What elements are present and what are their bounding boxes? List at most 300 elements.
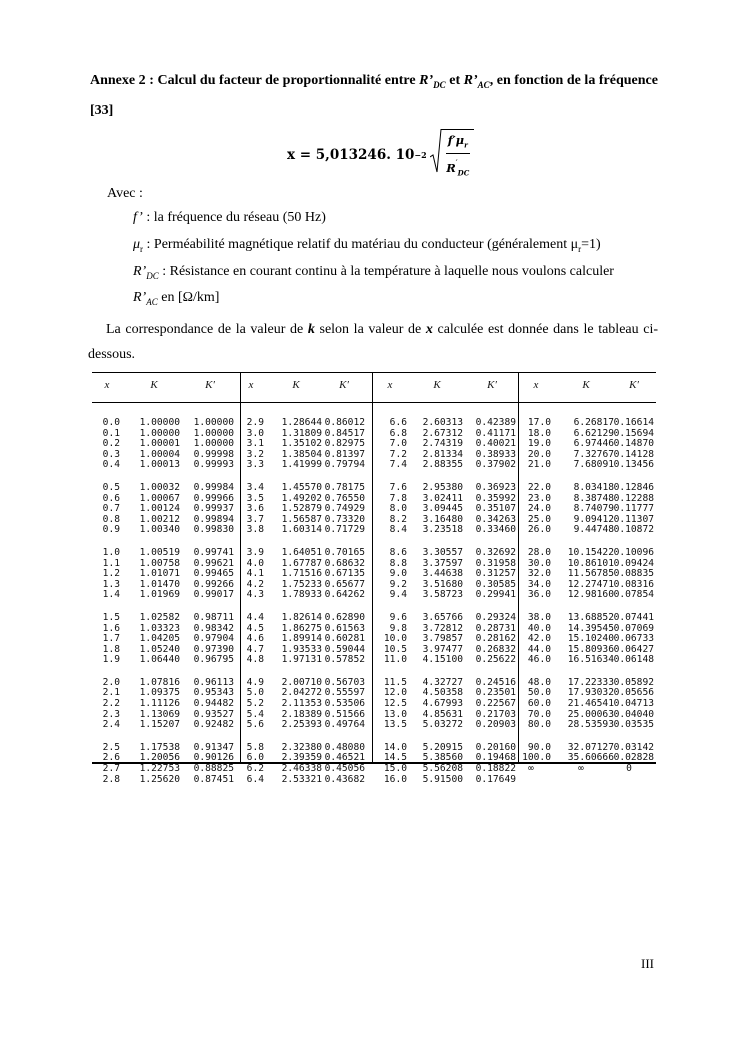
table-cell: 9.2 (389, 578, 407, 590)
table-row-group (604, 743, 654, 785)
table-cell: 8.38748 (573, 492, 614, 504)
table-cell: 0.37902 (475, 459, 516, 471)
table-row-group (604, 613, 654, 666)
table-cell: 0.64262 (324, 589, 365, 601)
para-part2: selon la valeur de (314, 322, 426, 337)
table-row-group (176, 613, 234, 666)
table-row-group (458, 418, 516, 471)
table-cell: 3.37597 (422, 557, 463, 569)
table-cell: 0.12288 (613, 492, 654, 504)
table-row-group (176, 678, 234, 731)
table-cell: 35.60666 (567, 752, 614, 764)
table-cell: 0.86012 (324, 417, 365, 428)
table-cell: 4.9 (246, 676, 264, 688)
table-cell: 12.5 (383, 698, 407, 710)
table-row-group (401, 483, 463, 536)
table-cell: 2.74319 (422, 438, 463, 450)
table-cell: 0.34263 (475, 513, 516, 525)
table-row-group (604, 678, 654, 731)
table-cell: 3.9 (246, 546, 264, 558)
table-cell: 38.0 (527, 611, 551, 623)
table-cell: 1.00124 (139, 503, 180, 515)
table-cell: 0.88825 (193, 763, 234, 775)
table-cell: 15.0 (383, 763, 407, 775)
table-cell: 0.26832 (475, 643, 516, 655)
table-cell: 17.22333 (567, 676, 614, 688)
table-cell: 1.15207 (139, 719, 180, 731)
table-cell: 1.05240 (139, 643, 180, 655)
table-cell: 14.5 (383, 752, 407, 764)
table-cell: 1.13069 (139, 708, 180, 720)
table-row-group (84, 483, 120, 536)
table-cell: 0.97390 (193, 643, 234, 655)
table-cell: 0.05656 (613, 687, 654, 699)
table-cell: 2.25393 (281, 719, 322, 731)
table-cell: 12.98160 (567, 589, 614, 601)
table-cell: 6.62129 (573, 427, 614, 439)
table-cell: 9.8 (389, 622, 407, 634)
table-cell: 1.22753 (139, 763, 180, 775)
table-cell: 0.90126 (193, 752, 234, 764)
table-cell: 2.32380 (281, 741, 322, 753)
table-cell: 0.71729 (324, 524, 365, 536)
table-row-group (313, 678, 365, 731)
table-cell: ∞ (528, 763, 534, 775)
table-cell: 11.0 (383, 654, 407, 666)
table-cell: 1.01071 (139, 568, 180, 580)
table-row-group (458, 548, 516, 601)
table-row-group (228, 483, 264, 536)
square-root (430, 129, 474, 182)
table-cell: 40.0 (527, 622, 551, 634)
table-cell: 0.31958 (475, 557, 516, 569)
table-cell: 1.38504 (281, 448, 322, 460)
table-row-group (84, 548, 120, 601)
table-cell: 0.70165 (324, 546, 365, 558)
table-cell: 0.99993 (193, 459, 234, 471)
table-cell: 26.0 (527, 524, 551, 536)
table-cell: 1.9 (102, 654, 120, 666)
table-cell: 12.0 (383, 687, 407, 699)
table-cell: 0.10872 (613, 524, 654, 536)
table-cell: 1.64051 (281, 546, 322, 558)
table-cell: 0.49764 (324, 719, 365, 731)
table-cell: 0.95343 (193, 687, 234, 699)
table-row-group (176, 418, 234, 471)
para-part1: La correspondance de la valeur de (106, 322, 308, 337)
table-cell: 1.00758 (139, 557, 180, 569)
table-row-group (401, 548, 463, 601)
table-cell: 2.67312 (422, 427, 463, 439)
table-cell: 2.18389 (281, 708, 322, 720)
table-cell: 6.0 (246, 752, 264, 764)
table-cell: 1.01969 (139, 589, 180, 601)
table-row-group (228, 613, 264, 666)
table-cell: 1.7 (102, 633, 120, 645)
table-row-group (511, 483, 551, 536)
table-cell: 13.5 (383, 719, 407, 731)
table-cell: 6.4 (246, 773, 264, 785)
table-cell: 14.0 (383, 741, 407, 753)
table-cell: 5.6 (246, 719, 264, 731)
table-cell: 0.24516 (475, 676, 516, 688)
table-cell: 0.16614 (613, 417, 654, 428)
def-rdc (133, 263, 614, 285)
table-cell: 0.43682 (324, 773, 365, 785)
table-cell: 11.5 (383, 676, 407, 688)
annex-heading (90, 68, 658, 123)
table-cell: 10.5 (383, 643, 407, 655)
table-cell: 9.6 (389, 611, 407, 623)
table-cell: 0.18822 (475, 763, 516, 775)
table-cell: 0.08835 (613, 568, 654, 580)
table-cell: 1.78933 (281, 589, 322, 601)
def-mu-symbol: μ (133, 237, 141, 252)
table-cell: 0.30585 (475, 578, 516, 590)
table-cell: 2.4 (102, 719, 120, 731)
table-cell: 7.6 (389, 481, 407, 493)
table-cell: 0.42389 (475, 417, 516, 428)
table-row-group (401, 678, 463, 731)
para-k: k (307, 322, 315, 337)
table-cell: 1.00067 (139, 492, 180, 504)
table-cell: 0.67135 (324, 568, 365, 580)
table-cell: 3.8 (246, 524, 264, 536)
table-cell: 15.10240 (567, 633, 614, 645)
table-cell: 48.0 (527, 676, 551, 688)
table-cell: 0.41171 (475, 427, 516, 439)
para-part3: calculée est donnée dans le tableau ci-dessous. (88, 322, 659, 362)
table-cell: 36.0 (527, 589, 551, 601)
table-cell: 2.95380 (422, 481, 463, 493)
table-cell: 0.25622 (475, 654, 516, 666)
table-cell: 1.60314 (281, 524, 322, 536)
def-rac (133, 289, 219, 311)
table-row-group (118, 613, 180, 666)
table-cell: 0.46521 (324, 752, 365, 764)
heading-and: et (445, 73, 464, 88)
table-cell: 1.04205 (139, 633, 180, 645)
table-cell: 0.65677 (324, 578, 365, 590)
table-row-group (401, 418, 463, 471)
table-cell: 1.67787 (281, 557, 322, 569)
table-row-group (511, 548, 551, 601)
table-cell: 3.7 (246, 513, 264, 525)
table-column (313, 418, 365, 797)
table-cell: 0.3 (102, 448, 120, 460)
table-cell: 1.00001 (139, 438, 180, 450)
table-cell: 1.31809 (281, 427, 322, 439)
table-cell: 4.67993 (422, 698, 463, 710)
table-cell: 80.0 (527, 719, 551, 731)
table-cell: 7.0 (389, 438, 407, 450)
table-row-group (458, 743, 516, 785)
table-row-group (604, 418, 654, 471)
table-cell: 0.38933 (475, 448, 516, 460)
table-row-group (118, 548, 180, 601)
table-cell: 19.0 (527, 438, 551, 450)
def-rac-symbol: R’ (133, 290, 147, 305)
table-cell: 1.00004 (139, 448, 180, 460)
table-header-cell: K (292, 379, 300, 391)
table-cell: 21.46541 (567, 698, 614, 710)
table-cell: 9.09412 (573, 513, 614, 525)
table-cell: 0.09424 (613, 557, 654, 569)
table-cell: 7.4 (389, 459, 407, 471)
table-cell: 44.0 (527, 643, 551, 655)
table-cell: 1.09375 (139, 687, 180, 699)
table-cell: 0.82975 (324, 438, 365, 450)
table-cell: 1.3 (102, 578, 120, 590)
table-cell: 8.74079 (573, 503, 614, 515)
table-cell: 0.99741 (193, 546, 234, 558)
table-cell: 0.96795 (193, 654, 234, 666)
table-row-group (458, 678, 516, 731)
table-cell: 0.03142 (613, 741, 654, 753)
table-cell: 3.2 (246, 448, 264, 460)
table-header-cell: K′ (205, 379, 215, 391)
table-cell: 0.94482 (193, 698, 234, 710)
table-cell: 1.25620 (139, 773, 180, 785)
table-column (511, 418, 551, 797)
table-column (458, 418, 516, 797)
table-cell: 4.7 (246, 643, 264, 655)
table-cell: 18.0 (527, 427, 551, 439)
table-cell: 7.8 (389, 492, 407, 504)
def-mu-text-end: =1) (581, 237, 601, 252)
table-cell: 3.79857 (422, 633, 463, 645)
table-row-group (228, 743, 264, 785)
table-cell: 5.38560 (422, 752, 463, 764)
table-cell: 2.7 (102, 763, 120, 775)
table-cell: 0.99465 (193, 568, 234, 580)
table-cell: 1.00519 (139, 546, 180, 558)
table-cell: 0.79794 (324, 459, 365, 471)
table-cell: 6.26817 (573, 417, 614, 428)
table-cell: 3.0 (246, 427, 264, 439)
table-cell: 4.85631 (422, 708, 463, 720)
table-cell: 6.2 (246, 763, 264, 775)
table-cell: 0.78175 (324, 481, 365, 493)
table-cell: 4.4 (246, 611, 264, 623)
table-row-group (118, 418, 180, 471)
table-cell: 3.09445 (422, 503, 463, 515)
table-cell: 0.07441 (613, 611, 654, 623)
def-frequency (133, 209, 326, 227)
table-cell: 3.30557 (422, 546, 463, 558)
k-factor-table (92, 372, 656, 785)
table-cell: 7.68091 (573, 459, 614, 471)
table-cell: 0.29941 (475, 589, 516, 601)
table-row-group (118, 678, 180, 731)
table-cell: 2.00710 (281, 676, 322, 688)
table-cell: 0.93527 (193, 708, 234, 720)
table-header-rule (92, 402, 656, 403)
table-header-cell: K′ (487, 379, 497, 391)
table-cell: 0.97904 (193, 633, 234, 645)
table-cell: 30.0 (527, 557, 551, 569)
table-cell: 9.4 (389, 589, 407, 601)
table-cell: 1.03323 (139, 622, 180, 634)
table-cell: 28.53593 (567, 719, 614, 731)
table-column (401, 418, 463, 797)
table-cell: 0.57852 (324, 654, 365, 666)
table-cell: 0.5 (102, 481, 120, 493)
heading-rdc: R’ (419, 73, 434, 88)
table-cell: 6.97446 (573, 438, 614, 450)
table-cell: 0.4 (102, 459, 120, 471)
def-rac-sub: AC (146, 296, 158, 307)
table-cell: 5.2 (246, 698, 264, 710)
table-cell: 0.10096 (613, 546, 654, 558)
table-cell: 0.74929 (324, 503, 365, 515)
table-cell: 5.20915 (422, 741, 463, 753)
table-row-group (401, 743, 463, 785)
radical-sign-icon (430, 129, 442, 173)
table-cell: 2.1 (102, 687, 120, 699)
table-cell: 0.81397 (324, 448, 365, 460)
table-cell: 0.96113 (193, 676, 234, 688)
table-cell: 0.0 (102, 417, 120, 428)
table-cell: 0.02828 (613, 752, 654, 764)
table-cell: 1.00000 (139, 427, 180, 439)
table-header-cell: K (582, 379, 590, 391)
table-cell: 0.07069 (613, 622, 654, 634)
table-cell: 13.68852 (567, 611, 614, 623)
table-cell: 7.2 (389, 448, 407, 460)
table-cell: 2.5 (102, 741, 120, 753)
table-row-group (511, 678, 551, 731)
def-rdc-symbol: R’ (133, 264, 147, 279)
table-row-group (176, 483, 234, 536)
table-cell: 1.01470 (139, 578, 180, 590)
table-cell: 2.04272 (281, 687, 322, 699)
table-cell: 0.28162 (475, 633, 516, 645)
table-cell: 0.56703 (324, 676, 365, 688)
table-cell: 2.81334 (422, 448, 463, 460)
table-cell: 6.6 (389, 417, 407, 428)
table-cell: 1.00000 (139, 417, 180, 428)
table-cell: 0.22567 (475, 698, 516, 710)
radicand (442, 129, 474, 182)
table-row-group (313, 483, 365, 536)
table-cell: 15.80936 (567, 643, 614, 655)
table-row-group (313, 743, 365, 785)
table-cell: 0.99894 (193, 513, 234, 525)
table-cell: 6.8 (389, 427, 407, 439)
table-cell: 3.51680 (422, 578, 463, 590)
def-rdc-text: : Résistance en courant continu à la température à laquelle nous voulons calculer (158, 264, 614, 279)
table-cell: 0.04713 (613, 698, 654, 710)
table-cell: 1.75233 (281, 578, 322, 590)
table-cell: 0.68632 (324, 557, 365, 569)
table-row-group (176, 548, 234, 601)
table-header-cell: x (104, 379, 110, 391)
table-cell: 0.9 (102, 524, 120, 536)
table-cell: 1.00000 (193, 438, 234, 450)
table-cell: 1.71516 (281, 568, 322, 580)
table-cell: 1.41999 (281, 459, 322, 471)
table-cell: 0.61563 (324, 622, 365, 634)
table-cell: 4.5 (246, 622, 264, 634)
table-cell: 0.36923 (475, 481, 516, 493)
table-cell: 0.07854 (613, 589, 654, 601)
table-cell: 1.20056 (139, 752, 180, 764)
table-cell: 1.82614 (281, 611, 322, 623)
table-column (118, 418, 180, 797)
avec-label: Avec : (107, 186, 143, 201)
table-cell: 0.99966 (193, 492, 234, 504)
table-cell: 10.0 (383, 633, 407, 645)
table-cell: 2.60313 (422, 417, 463, 428)
table-cell: 1.4 (102, 589, 120, 601)
heading-rac-sub: AC (477, 79, 490, 90)
table-cell: 0.31257 (475, 568, 516, 580)
table-cell: 0.40021 (475, 438, 516, 450)
table-cell: 0.76550 (324, 492, 365, 504)
table-cell: 0.1 (102, 427, 120, 439)
def-mu-text: : Perméabilité magnétique relatif du matériau du conducteur (généralement μ (143, 237, 579, 252)
table-cell: 1.06440 (139, 654, 180, 666)
table-cell: 1.97131 (281, 654, 322, 666)
table-cell: 0.15694 (613, 427, 654, 439)
denominator-text: R (446, 161, 456, 175)
table-header-cell: x (387, 379, 393, 391)
table-cell: 0.23501 (475, 687, 516, 699)
table-cell: 1.00212 (139, 513, 180, 525)
table-cell: 3.23518 (422, 524, 463, 536)
table-row-group (313, 418, 365, 471)
table-cell: 0.99830 (193, 524, 234, 536)
table-cell: 90.0 (527, 741, 551, 753)
formula-numerator (446, 132, 470, 154)
table-cell: 11.56785 (567, 568, 614, 580)
table-cell: 0.2 (102, 438, 120, 450)
table-cell: 1.00000 (193, 417, 234, 428)
table-cell: 10.15422 (567, 546, 614, 558)
table-cell: 8.6 (389, 546, 407, 558)
table-cell: 0.55597 (324, 687, 365, 699)
table-cell: ∞ (578, 763, 584, 775)
table-cell: 8.8 (389, 557, 407, 569)
table-cell: 14.39545 (567, 622, 614, 634)
formula-exponent: −2 (414, 150, 427, 160)
table-row-group (313, 548, 365, 601)
table-cell: 0.99266 (193, 578, 234, 590)
table-cell: 0.99984 (193, 481, 234, 493)
heading-rac: R’ (463, 73, 478, 88)
table-cell: 1.11126 (139, 698, 180, 710)
table-cell: 23.0 (527, 492, 551, 504)
table-cell: 0.35107 (475, 503, 516, 515)
table-header-cell: x (248, 379, 254, 391)
table-cell: 3.5 (246, 492, 264, 504)
table-row-group (604, 483, 654, 536)
table-cell: 0.14128 (613, 448, 654, 460)
table-cell: 25.0 (527, 513, 551, 525)
table-row-group (313, 613, 365, 666)
denominator-sub: DC (457, 168, 470, 178)
table-cell (511, 775, 551, 786)
table-cell: 0.59044 (324, 643, 365, 655)
table-row-group (511, 418, 551, 471)
table-cell: 7.32767 (573, 448, 614, 460)
table-cell: 2.0 (102, 676, 120, 688)
table-cell: 12.27471 (567, 578, 614, 590)
table-cell: 0.6 (102, 492, 120, 504)
table-cell: 3.16480 (422, 513, 463, 525)
table-row-group (228, 418, 264, 471)
